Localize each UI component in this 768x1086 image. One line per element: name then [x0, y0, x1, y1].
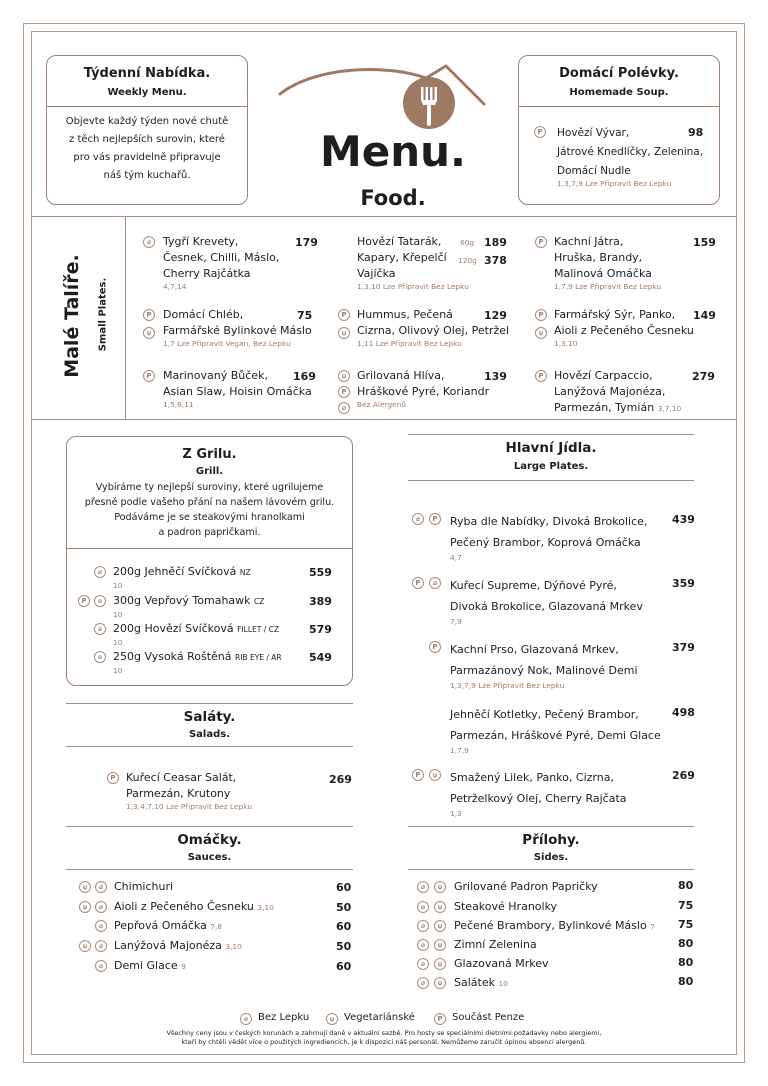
divider [31, 419, 737, 420]
item-name: Grilované Padron Papričky [454, 880, 598, 893]
pension-badge-icon: P [429, 513, 441, 525]
item-name: Kachní Prso, Glazovaná Mrkev, [450, 643, 619, 656]
item-price: 75 [297, 309, 313, 322]
vegetarian-icon: ⍦ [434, 977, 446, 989]
divider [125, 216, 126, 419]
divider [408, 434, 694, 435]
item-price: 75 [678, 918, 694, 931]
pension-badge-icon: P [535, 309, 547, 321]
item-name: Cherry Rajčátka [163, 267, 251, 280]
pension-badge-icon: P [535, 236, 547, 248]
soup-note: 1,3,7,9 Lze Připravit Bez Lepku [557, 179, 672, 188]
legend-vegetarian: Vegetariánské [344, 1012, 415, 1023]
item-name: 250g Vysoká Roštěná [113, 650, 232, 663]
item-name: Domácí Chléb, [163, 308, 244, 321]
allergen-note: 1,7,9 [450, 746, 469, 755]
item-price: 50 [336, 901, 352, 914]
small-plates-title: Malé Talíře. [61, 254, 83, 378]
pension-badge-icon: P [535, 370, 547, 382]
item-name: Salátek [454, 976, 495, 989]
allergen-note: 1,11 Lze Připravit Bez Lepku [357, 339, 462, 348]
divider [31, 216, 737, 217]
item-price: 579 [309, 623, 332, 636]
vegetarian-icon: ⍦ [79, 940, 91, 952]
allergen-note: 10 [113, 666, 123, 675]
weekly-box [46, 55, 248, 205]
item-name: Hovězí Tatarák, [357, 235, 442, 248]
item-price: 179 [295, 236, 318, 249]
gluten-free-icon: ⌀ [412, 513, 424, 525]
item-name: Marinovaný Bůček, [163, 369, 268, 382]
item-name: 200g Jehněčí Svíčková [113, 565, 237, 578]
pension-badge-icon: P [78, 595, 90, 607]
item-name: Asian Slaw, Hoisin Omáčka [163, 385, 312, 398]
item-name: Pečené Brambory, Bylinkové Máslo [454, 919, 647, 932]
mains-subtitle: Large Plates. [513, 461, 589, 472]
allergen-note: 1,7 Lze Připravit Vegan, Bez Lepku [163, 339, 291, 348]
allergen-note: Bez Alergenů [357, 400, 407, 409]
vegetarian-icon: ⍦ [338, 327, 350, 339]
sauces-title: Omáčky. [177, 832, 242, 848]
item-name: Smažený Lilek, Panko, Cizrna, [450, 771, 614, 784]
item-name: 200g Hovězí Svíčková [113, 622, 234, 635]
weekly-subtitle: Weekly Menu. [107, 87, 187, 98]
grill-line: a padron papričkami. [158, 527, 261, 538]
allergen-note: 1,3,10 Lze Připravit Bez Lepku [357, 282, 469, 291]
item-name: Lanýžová Majonéza [114, 939, 222, 952]
allergen-note: 10 [113, 638, 123, 647]
item-price: 60 [336, 960, 352, 973]
portion-size: 120g [458, 256, 477, 265]
item-name: Farmářský Sýr, Panko, [554, 308, 676, 321]
divider [66, 869, 353, 870]
origin-tag: RIB EYE / AR [235, 653, 282, 662]
vegetarian-icon: ⍦ [326, 1013, 338, 1025]
item-price: 60 [336, 881, 352, 894]
allergen-note: 1,3,7,9 Lze Připravit Bez Lepku [450, 681, 565, 690]
gluten-free-icon: ⌀ [94, 651, 106, 663]
weekly-line: pro vás pravidelně připravuje [73, 152, 221, 163]
divider [408, 480, 694, 481]
portion-size: 60g [460, 238, 475, 247]
item-name: Lanýžová Majonéza, [554, 385, 666, 398]
item-name: Demi Glace [114, 959, 178, 972]
item-name: Grilovaná Hlíva, [357, 369, 445, 382]
pension-badge-icon: P [143, 309, 155, 321]
item-price: 60 [336, 920, 352, 933]
soup-line: Játrové Knedlíčky, Zelenina, [557, 146, 704, 158]
item-name: Kuřecí Supreme, Dýňové Pyré, [450, 579, 617, 592]
grill-line: Vybíráme ty nejlepší suroviny, které ugrilujeme [95, 482, 324, 493]
vegetarian-icon: ⍦ [143, 327, 155, 339]
item-name: Ryba dle Nabídky, Divoká Brokolice, [450, 515, 648, 528]
grill-line: přesně podle vašeho přání na našem lávovém grilu. [84, 497, 335, 508]
vegetarian-icon: ⍦ [338, 370, 350, 382]
gluten-free-icon: ⌀ [417, 977, 429, 989]
item-price: 149 [693, 309, 716, 322]
allergen-note: 10 [113, 581, 123, 590]
gluten-free-icon: ⌀ [417, 881, 429, 893]
grill-line: Podáváme je se steakovými hranolkami [114, 512, 305, 523]
divider [408, 869, 694, 870]
item-name: Pepřová Omáčka [114, 919, 207, 932]
weekly-line: náš tým kuchařů. [103, 170, 191, 181]
soup-line: Hovězí Vývar, [557, 127, 630, 139]
item-name: Česnek, Chilli, Máslo, [163, 251, 280, 264]
allergen-note: 1,5,6,11 [163, 400, 194, 409]
item-name: Aioli z Pečeného Česneku [114, 900, 254, 913]
pension-badge-icon: P [338, 386, 350, 398]
allergen-note: 9 [181, 962, 186, 971]
item-name: Kapary, Křepelčí [357, 251, 447, 264]
allergen-note: 1,3,4,7,10 Lze Připravit Bez Lepku [126, 802, 253, 811]
origin-tag: CZ [254, 597, 265, 606]
divider [408, 826, 694, 827]
sauces-subtitle: Sauces. [187, 852, 232, 863]
origin-tag: NZ [239, 568, 251, 577]
divider [66, 703, 353, 704]
item-price: 80 [678, 937, 694, 950]
item-price: 169 [293, 370, 316, 383]
item-name: Parmazánový Nok, Malinové Demi [450, 664, 638, 677]
vegetarian-icon: ⍦ [79, 881, 91, 893]
vegetarian-icon: ⍦ [535, 327, 547, 339]
item-name: Kachní Játra, [554, 235, 624, 248]
gluten-free-icon: ⌀ [95, 960, 107, 972]
pension-badge-icon: P [412, 769, 424, 781]
vegetarian-icon: ⍦ [429, 769, 441, 781]
gluten-free-icon: ⌀ [95, 901, 107, 913]
gluten-free-icon: ⌀ [417, 920, 429, 932]
item-name: Jehněčí Kotletky, Pečený Brambor, [450, 708, 639, 721]
pension-badge-icon: P [338, 309, 350, 321]
pension-badge-icon: P [143, 370, 155, 382]
item-price: 50 [336, 940, 352, 953]
footer-line: Všechny ceny jsou v českých korunách a zahrnují daně v aktuální sazbě. Pro hosty se speciálními dietními požadavky nebo alergiemi, [166, 1029, 602, 1037]
item-price: 80 [678, 975, 694, 988]
menu-title: Menu. [319, 127, 467, 176]
item-price: 378 [484, 254, 507, 267]
item-name: Petrželkový Olej, Cherry Rajčata [450, 792, 627, 805]
allergen-note: 4,7,14 [163, 282, 187, 291]
sides-subtitle: Sides. [533, 852, 569, 863]
gluten-free-icon: ⌀ [143, 236, 155, 248]
item-price: 129 [484, 309, 507, 322]
allergen-note: 3,10 [257, 903, 274, 912]
legend-gluten-free: Bez Lepku [258, 1012, 310, 1023]
gluten-free-icon: ⌀ [95, 940, 107, 952]
gluten-free-icon: ⌀ [94, 566, 106, 578]
footer-disclaimer [60, 1029, 708, 1047]
pension-badge-icon: P [429, 641, 441, 653]
item-price: 189 [484, 236, 507, 249]
item-name: Glazovaná Mrkev [454, 957, 549, 970]
item-name: Parmezán, Krutony [126, 787, 231, 800]
gluten-free-icon: ⌀ [417, 958, 429, 970]
vegetarian-icon: ⍦ [434, 920, 446, 932]
allergen-note: 3,7,10 [657, 404, 682, 413]
pension-badge-icon: P [107, 772, 119, 784]
weekly-line: Objevte každý týden nové chutě [65, 116, 229, 127]
allergen-note: 10 [498, 979, 508, 988]
vegetarian-icon: ⍦ [79, 901, 91, 913]
gluten-free-icon: ⌀ [338, 402, 350, 414]
gluten-free-icon: ⌀ [95, 881, 107, 893]
salads-title: Saláty. [183, 709, 236, 725]
gluten-free-icon: ⌀ [94, 595, 106, 607]
weekly-title: Týdenní Nabídka. [83, 66, 211, 81]
vegetarian-icon: ⍦ [434, 901, 446, 913]
soup-line: Domácí Nudle [557, 165, 631, 177]
sides-title: Přílohy. [522, 832, 580, 848]
item-price: 80 [678, 879, 694, 892]
divider [66, 826, 353, 827]
item-name: Hummus, Pečená [357, 308, 453, 321]
gluten-free-icon: ⌀ [94, 623, 106, 635]
vegetarian-icon: ⍦ [434, 881, 446, 893]
allergen-note: 4,7 [450, 553, 462, 562]
item-name: Malinová Omáčka [554, 267, 652, 280]
item-name: Parmezán, Hráškové Pyré, Demi Glace [450, 729, 661, 742]
weekly-line: z těch nejlepších surovin, které [69, 134, 225, 145]
soup-title: Domácí Polévky. [559, 66, 679, 81]
item-price: 498 [672, 706, 695, 719]
item-name: Vajíčka [357, 267, 396, 280]
item-price: 75 [678, 899, 694, 912]
item-price: 269 [672, 769, 695, 782]
gluten-free-icon: ⌀ [240, 1013, 252, 1025]
gluten-free-icon: ⌀ [417, 939, 429, 951]
origin-tag: FILLET / CZ [237, 625, 280, 634]
grill-title: Z Grilu. [182, 447, 237, 462]
item-name: Steakové Hranolky [454, 900, 558, 913]
item-price: 269 [329, 773, 352, 786]
gluten-free-icon: ⌀ [95, 920, 107, 932]
grill-subtitle: Grill. [195, 466, 224, 477]
allergen-note: 3,10 [225, 942, 242, 951]
item-name: Zimní Zelenina [454, 938, 537, 951]
item-name: Hovězí Carpaccio, [554, 369, 653, 382]
divider [66, 746, 353, 747]
menu-subtitle: Food. [360, 186, 426, 210]
item-name: Farmářské Bylinkové Máslo [163, 324, 312, 337]
fork-icon [401, 75, 457, 131]
item-price: 439 [672, 513, 695, 526]
gluten-free-icon: ⌀ [429, 577, 441, 589]
item-price: 559 [309, 566, 332, 579]
item-name: Hráškové Pyré, Koriandr [357, 385, 490, 398]
item-price: 139 [484, 370, 507, 383]
item-price: 359 [672, 577, 695, 590]
soup-subtitle: Homemade Soup. [569, 87, 669, 98]
pension-badge-icon: P [412, 577, 424, 589]
item-name: 300g Vepřový Tomahawk [113, 594, 251, 607]
logo-roof-icon [276, 56, 492, 116]
small-plates-subtitle: Small Plates. [97, 277, 109, 352]
allergen-note: 1,3,10 [554, 339, 578, 348]
item-name: Kuřecí Ceasar Salát, [126, 771, 237, 784]
allergen-note: 7,8 [210, 922, 223, 931]
item-name: Pečený Brambor, Koprová Omáčka [450, 536, 641, 549]
item-name: Chimichuri [114, 880, 174, 893]
allergen-note: 1,7,9 Lze Připravit Bez Lepku [554, 282, 662, 291]
mains-title: Hlavní Jídla. [505, 440, 597, 456]
item-price: 389 [309, 595, 332, 608]
item-name: Tygří Krevety, [163, 235, 239, 248]
allergen-note: 1,3 [450, 809, 462, 818]
item-name: Cizrna, Olivový Olej, Petržel [357, 324, 510, 337]
soup-price: 98 [688, 126, 704, 139]
legend-pension: Součást Penze [452, 1012, 525, 1023]
item-price: 549 [309, 651, 332, 664]
item-name: Aioli z Pečeného Česneku [554, 324, 694, 337]
item-price: 379 [672, 641, 695, 654]
footer-line: kteří by chtěli vědět více o použitých ingrediencích, je k dispozici náš personál. Nemůžeme zaručit úplnou absenci alergenů. [181, 1038, 587, 1046]
item-name: Hruška, Brandy, [554, 251, 643, 264]
vegetarian-icon: ⍦ [434, 958, 446, 970]
vegetarian-icon: ⍦ [434, 939, 446, 951]
item-name: Parmezán, Tymián [554, 401, 655, 414]
allergen-note: 7,9 [450, 617, 462, 626]
item-name: Divoká Brokolice, Glazovaná Mrkev [450, 600, 643, 613]
pension-badge-icon: P [534, 126, 546, 138]
item-price: 159 [693, 236, 716, 249]
item-price: 80 [678, 956, 694, 969]
allergen-note: 10 [113, 610, 123, 619]
pension-badge-icon: P [434, 1013, 446, 1025]
allergen-note: 7 [650, 922, 655, 931]
gluten-free-icon: ⌀ [417, 901, 429, 913]
item-price: 279 [692, 370, 715, 383]
salads-subtitle: Salads. [188, 729, 231, 740]
